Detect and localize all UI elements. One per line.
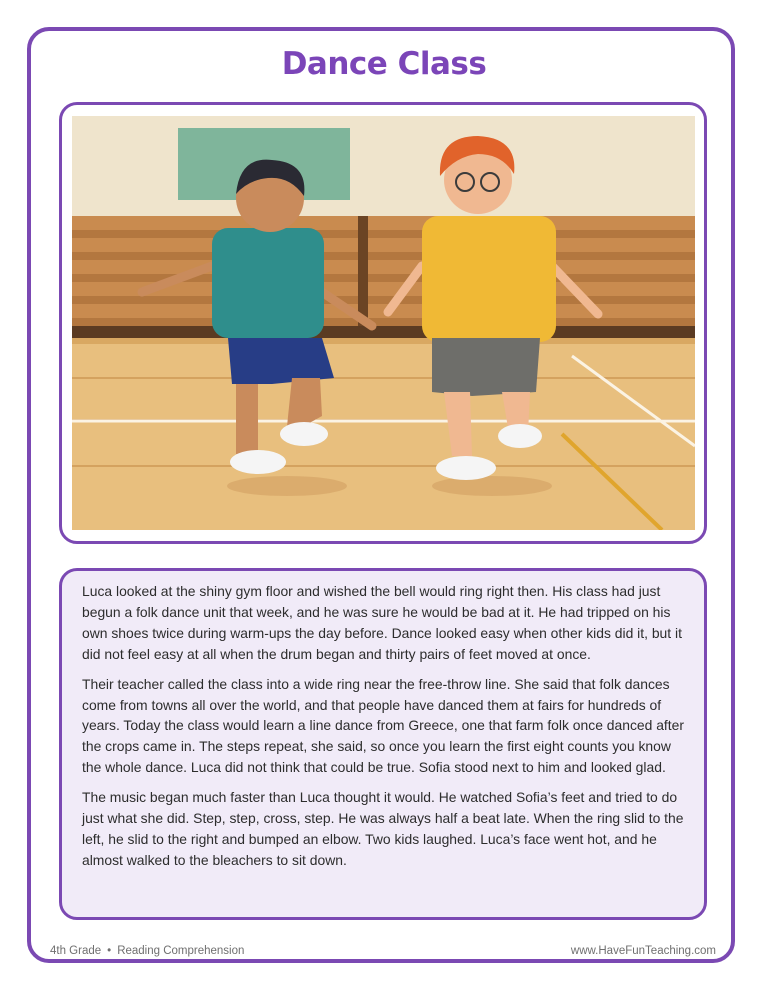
page-title: Dance Class	[281, 46, 487, 82]
footer-website[interactable]: www.HaveFunTeaching.com	[570, 945, 716, 957]
passage-paragraph: Luca looked at the shiny gym floor and wished the bell would ring right then. His class had just begun a folk dance unit that week, and he was sure he would be bad at it. He had tripped on his own shoes twice during warm-ups the day before. Dance looked easy when other kids did it, but it did not feel easy at all when the drum began and thirty pairs of feet moved at once.	[82, 583, 682, 662]
illustration-two-boys-dancing-gym	[72, 116, 695, 530]
passage-paragraph: Their teacher called the class into a wide ring near the free-throw line. She said that folk dances come from towns all over the world, and that people have danced them at fairs for hundreds of years. Today the class would learn a line dance from Greece, one that farm folk once danced after the crops came in. The steps repeat, she said, so once you learn the first eight counts you know the whole dance. Luca did not think that could be true. Sofia stood next to him and looked glad.	[82, 675, 685, 776]
reading-passage	[59, 568, 707, 920]
footer-subject: Reading Comprehension	[117, 945, 245, 957]
bleachers	[72, 216, 695, 338]
passage-paragraph: The music began much faster than Luca thought it would. He watched Sofia’s feet and tried to do just what she did. Step, step, cross, step. He was always half a beat late. When the ring slid to the left, he slid to the right and bumped an elbow. Two kids laughed. Luca’s face went hot, and he almost walked to the bleachers to sit down.	[82, 789, 684, 868]
footer-grade-subject	[50, 945, 244, 957]
footer-separator: •	[107, 945, 112, 957]
gym-floor	[72, 338, 695, 530]
gym-wall	[72, 116, 695, 221]
footer-grade: 4th Grade	[50, 945, 102, 957]
